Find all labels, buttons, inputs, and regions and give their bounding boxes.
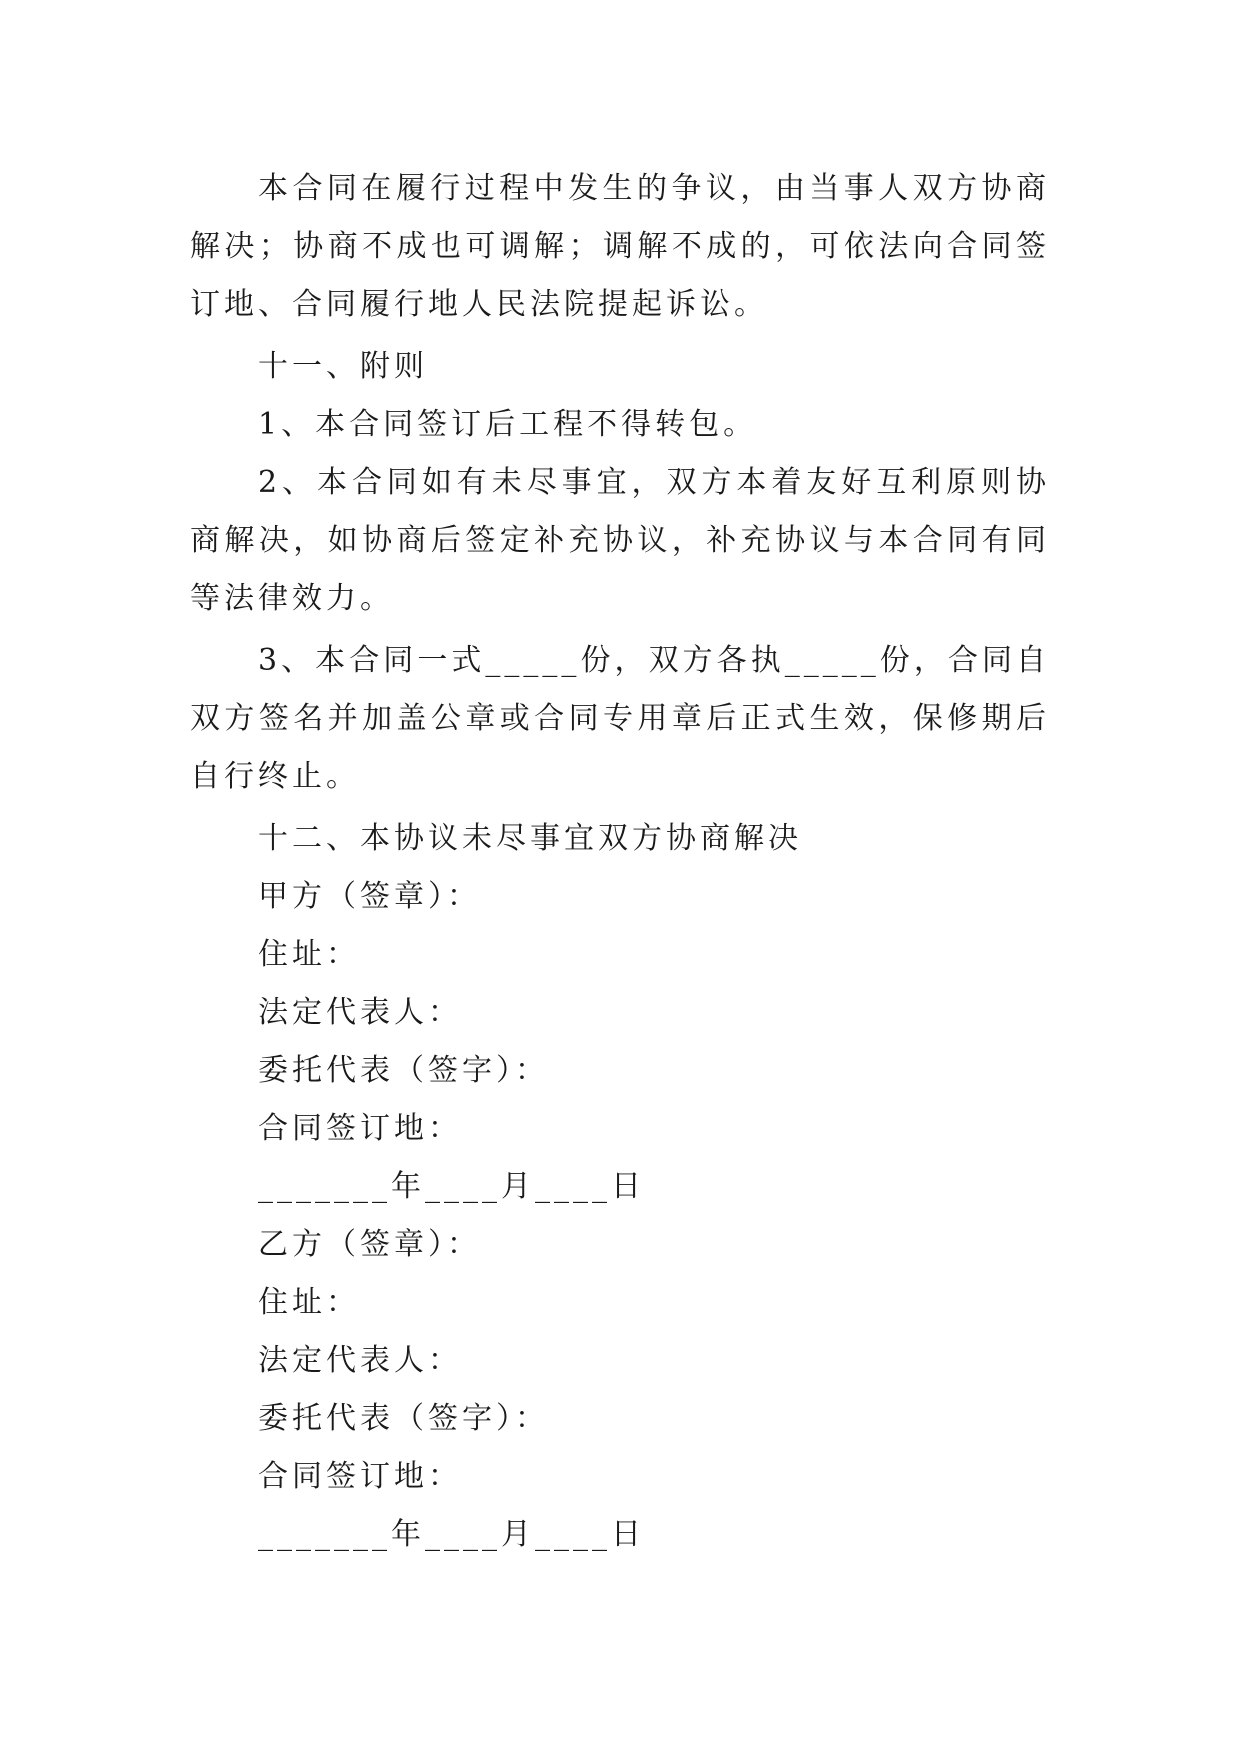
- dispute-resolution-paragraph: 本合同在履行过程中发生的争议，由当事人双方协商解决；协商不成也可调解；调解不成的，可依法向合同签订地、合同履行地人民法院提起诉讼。: [190, 171, 1050, 322]
- party-a-signature-block: [190, 868, 1050, 1216]
- clause-1: 1、本合同签订后工程不得转包。: [258, 407, 758, 442]
- party-a-place: 合同签订地：: [258, 1111, 462, 1146]
- section-12-title: 十二、本协议未尽事宜双方协商解决: [258, 821, 802, 856]
- clause-3: 3、本合同一式_____份，双方各执_____份，合同自双方签名并加盖公章或合同专用章后正式生效，保修期后自行终止。: [190, 643, 1050, 794]
- party-b-date: _______年____月____日: [258, 1517, 645, 1552]
- party-b-agent: 委托代表（签字）：: [258, 1401, 549, 1436]
- document-body: [190, 160, 1050, 1564]
- party-b-signature-block: [190, 1216, 1050, 1564]
- party-a-sign: 甲方（签章）：: [258, 879, 481, 914]
- party-b-place: 合同签订地：: [258, 1459, 462, 1494]
- party-b-sign: 乙方（签章）：: [258, 1227, 481, 1262]
- party-a-address: 住址：: [258, 937, 360, 972]
- clause-2: 2、本合同如有未尽事宜，双方本着友好互利原则协商解决，如协商后签定补充协议，补充协议与本合同有同等法律效力。: [190, 465, 1050, 616]
- party-a-legal-rep: 法定代表人：: [258, 995, 462, 1030]
- party-a-agent: 委托代表（签字）：: [258, 1053, 549, 1088]
- party-a-date: _______年____月____日: [258, 1169, 645, 1204]
- party-b-legal-rep: 法定代表人：: [258, 1343, 462, 1378]
- party-b-address: 住址：: [258, 1285, 360, 1320]
- section-11-title: 十一、附则: [258, 349, 428, 384]
